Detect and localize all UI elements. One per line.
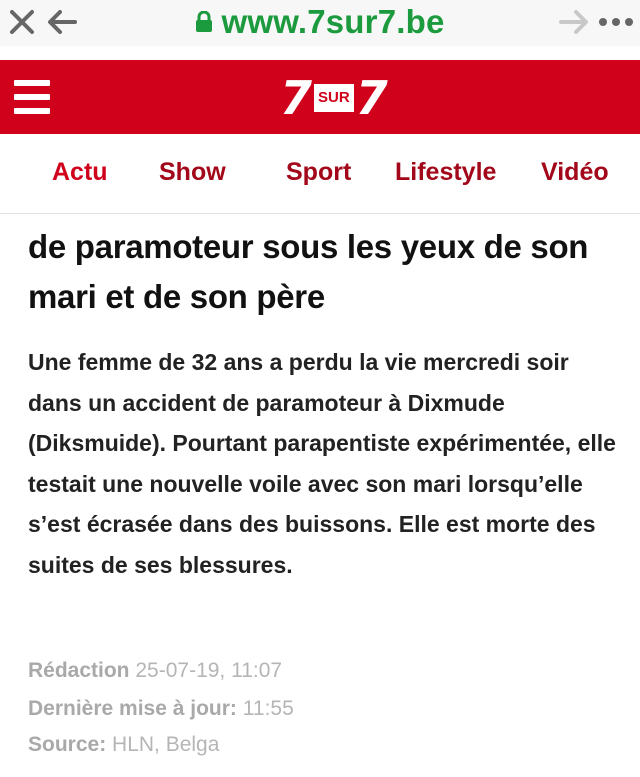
hamburger-menu-icon[interactable]: [14, 80, 50, 114]
address-bar[interactable]: [0, 2, 640, 42]
browser-toolbar: [0, 0, 640, 46]
site-logo[interactable]: 7 SUR 7: [280, 71, 388, 125]
article-author-line: [28, 659, 282, 683]
site-header: [0, 60, 640, 134]
published-date: 25-07-19, 11:07: [135, 659, 283, 682]
lock-icon: [195, 11, 213, 33]
article-updated-line: [28, 697, 294, 721]
tab-show[interactable]: Show: [159, 158, 226, 186]
tab-sport[interactable]: Sport: [286, 158, 352, 186]
author-label: Rédaction: [28, 659, 130, 682]
more-options-icon[interactable]: [596, 4, 636, 40]
source-label: Source:: [28, 733, 107, 756]
tab-lifestyle[interactable]: Lifestyle: [395, 158, 497, 186]
source-value: HLN, Belga: [112, 733, 220, 756]
updated-time: 11:55: [242, 697, 294, 720]
tab-actu[interactable]: Actu: [52, 158, 108, 186]
updated-label: Dernière mise à jour:: [28, 697, 237, 720]
article-lead: Une femme de 32 ans a perdu la vie mercredi soir dans un accident de paramoteur à Dixmude (Diksmuide). Pourtant parapentiste expérimentée, elle testait une nouvelle voile avec son mari lorsqu’elle s’est écrasée dans des buissons. Elle est morte des suites de ses blessures.: [28, 349, 616, 578]
tab-video[interactable]: Vidéo: [541, 158, 609, 186]
section-nav: [0, 134, 640, 214]
url-text: www.7sur7.be: [221, 3, 445, 40]
article-source-line: [28, 733, 219, 757]
article-headline: de paramoteur sous les yeux de son mari et de son père: [28, 228, 589, 315]
forward-arrow-icon[interactable]: [556, 4, 592, 40]
